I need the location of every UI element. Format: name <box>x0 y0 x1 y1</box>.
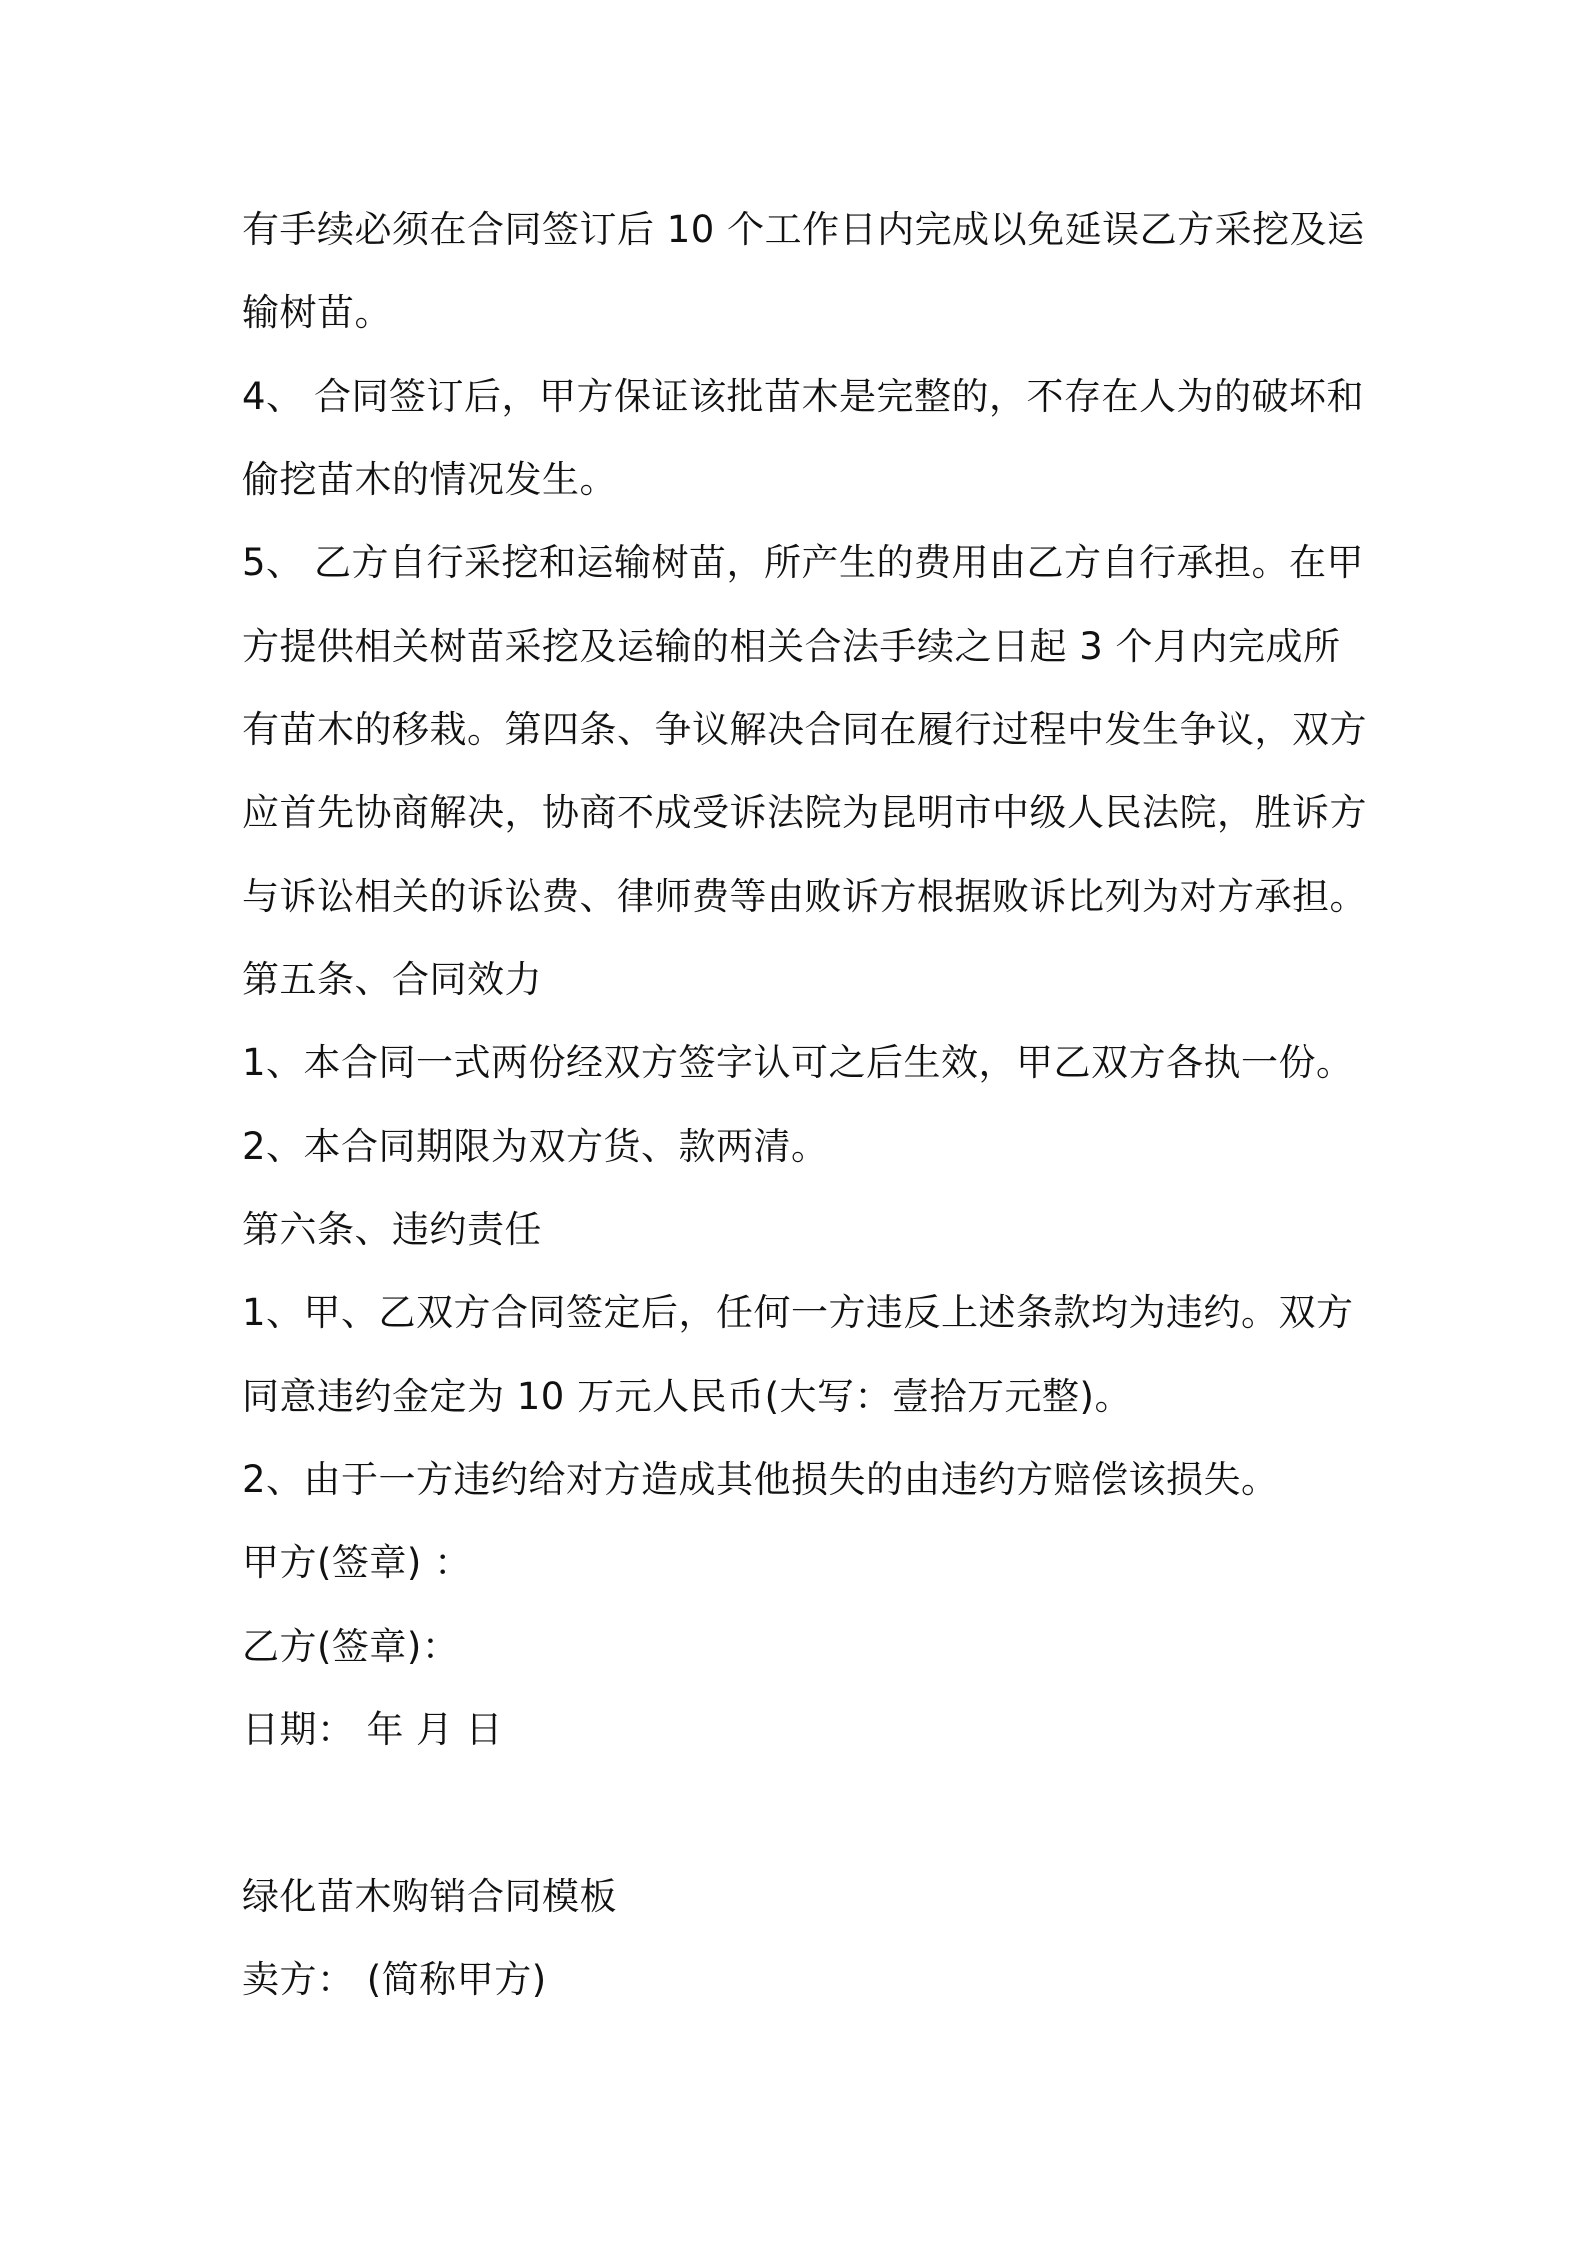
date-line <box>242 1705 1362 1755</box>
clause-text: 合同签订后，甲方保证该批苗木是完整的，不存在人为的破坏和 <box>314 375 1364 418</box>
paragraph-line: 应首先协商解决，协商不成受诉法院为昆明市中级人民法院，胜诉方 <box>242 791 1367 834</box>
clause-5-line <box>242 538 1362 588</box>
paragraph-line: 1、本合同一式两份经双方签字认可之后生效，甲乙双方各执一份。 <box>242 1041 1354 1084</box>
paragraph-line: 方提供相关树苗采挖及运输的相关合法手续之日起 3 个月内完成所 <box>242 625 1341 668</box>
clause-number: 4、 <box>242 375 304 418</box>
date-label: 日期： <box>242 1708 355 1751</box>
section-heading: 第六条、违约责任 <box>242 1208 542 1251</box>
paragraph-line: 输树苗。 <box>242 291 392 334</box>
paragraph-line: 2、本合同期限为双方货、款两清。 <box>242 1125 829 1168</box>
paragraph-line: 与诉讼相关的诉讼费、律师费等由败诉方根据败诉比列为对方承担。 <box>242 875 1367 918</box>
seller-line: 卖方： (简称甲方) <box>242 1958 547 2001</box>
date-month: 月 <box>416 1708 454 1751</box>
template-title: 绿化苗木购销合同模板 <box>242 1875 617 1918</box>
paragraph-line: 有苗木的移栽。第四条、争议解决合同在履行过程中发生争议，双方 <box>242 708 1367 751</box>
date-day: 日 <box>465 1708 503 1751</box>
paragraph-line: 同意违约金定为 10 万元人民币(大写：壹拾万元整)。 <box>242 1375 1132 1418</box>
paragraph-line: 2、由于一方违约给对方造成其他损失的由违约方赔偿该损失。 <box>242 1458 1279 1501</box>
party-a-signature: 甲方(签章) ： <box>242 1541 472 1584</box>
paragraph-line: 偷挖苗木的情况发生。 <box>242 458 617 501</box>
section-heading: 第五条、合同效力 <box>242 958 542 1001</box>
paragraph-line: 1、甲、乙双方合同签定后，任何一方违反上述条款均为违约。双方 <box>242 1291 1354 1334</box>
party-b-signature: 乙方(签章)： <box>242 1625 460 1668</box>
paragraph-line: 有手续必须在合同签订后 10 个工作日内完成以免延误乙方采挖及运 <box>242 208 1365 251</box>
clause-4-line <box>242 372 1362 422</box>
clause-text: 乙方自行采挖和运输树苗，所产生的费用由乙方自行承担。在甲 <box>314 541 1364 584</box>
clause-number: 5、 <box>242 541 304 584</box>
date-year: 年 <box>366 1708 404 1751</box>
